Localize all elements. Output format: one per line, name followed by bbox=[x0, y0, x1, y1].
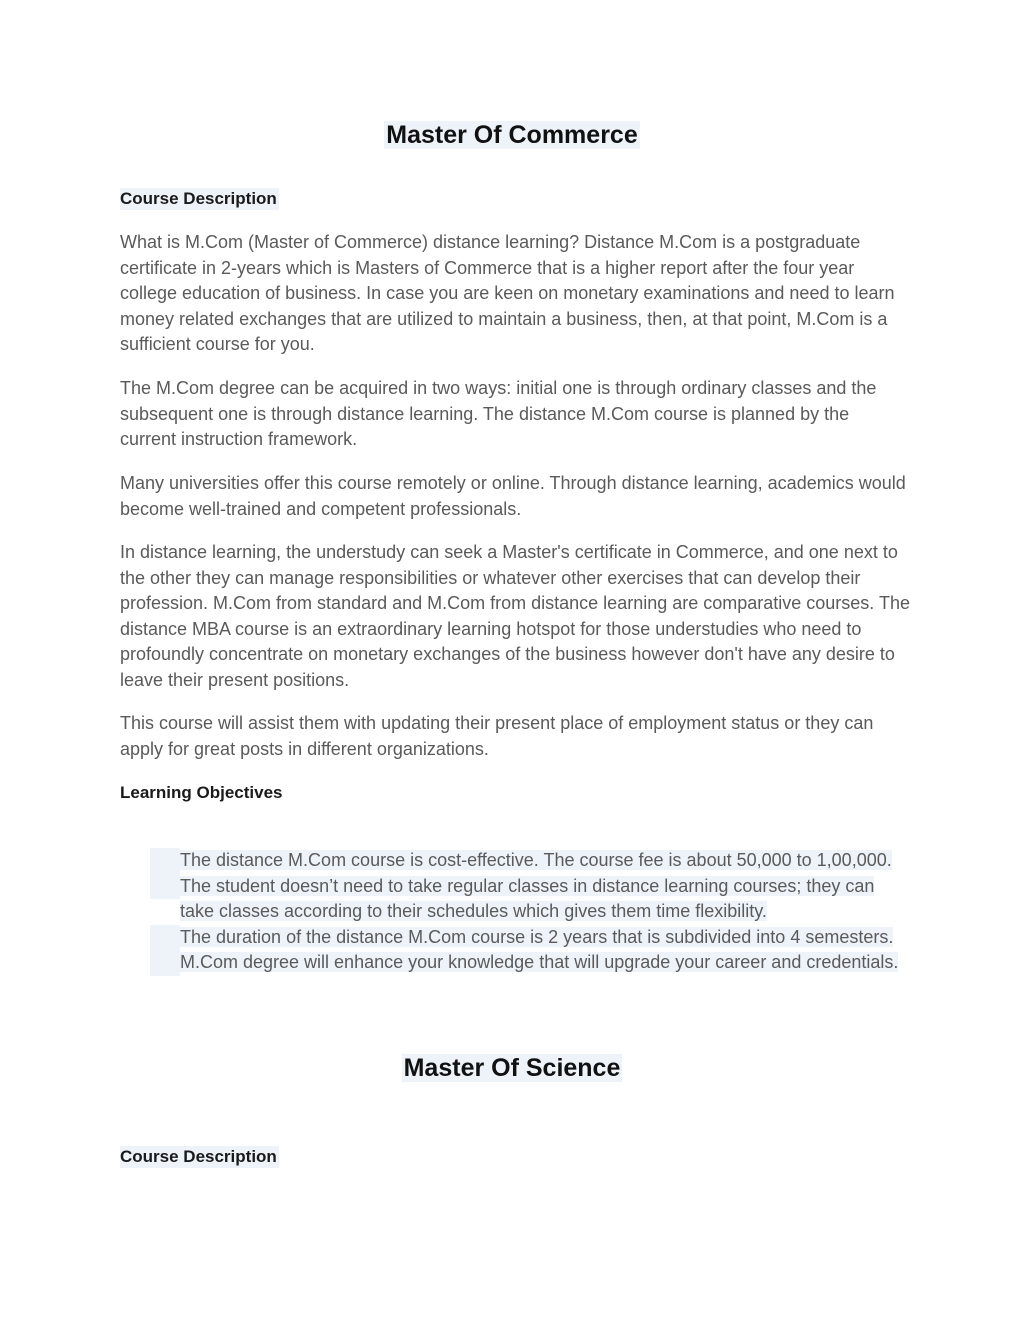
mcom-course-description-heading: Course Description bbox=[120, 189, 277, 208]
objective-text: The duration of the distance M.Com course is 2 years that is subdivided into 4 semesters. bbox=[180, 926, 894, 947]
mcom-title: Master Of Commerce bbox=[386, 121, 638, 149]
mcom-paragraph-4: In distance learning, the understudy can seek a Master's certificate in Commerce, and one next to the other they can manage responsibilities or whatever other exercises that can develop their profession. M.Com from standard and M.Com from distance learning are comparative courses. The distance MBA course is an extraordinary learning hotspot for those understudies who need to profoundly concentrate on monetary exchanges of the business however don't have any desire to leave their present positions. bbox=[120, 542, 911, 690]
mcom-learning-objectives-heading: Learning Objectives bbox=[120, 783, 283, 802]
objective-text: The distance M.Com course is cost-effective. The course fee is about 50,000 to 1,00,000. bbox=[180, 850, 892, 870]
list-item bbox=[150, 925, 910, 951]
msc-course-description-heading: Course Description bbox=[120, 1147, 277, 1166]
objective-text: The student doesn’t need to take regular classes in distance learning courses; they can take classes according to their schedules which gives them time flexibility. bbox=[180, 875, 875, 921]
page-title bbox=[0, 120, 1024, 150]
mcom-paragraph-5: This course will assist them with updating their present place of employment status or they can apply for great posts in different organizations. bbox=[120, 713, 874, 759]
mcom-paragraph-2: The M.Com degree can be acquired in two ways: initial one is through ordinary classes and the subsequent one is through distance learning. The distance M.Com course is planned by the current instruction framework. bbox=[120, 378, 877, 449]
bullet-marker bbox=[150, 950, 180, 976]
mcom-paragraph-3: Many universities offer this course remotely or online. Through distance learning, academics would become well-trained and competent professionals. bbox=[120, 473, 906, 519]
msc-title-row bbox=[0, 1053, 1024, 1083]
list-item bbox=[150, 950, 910, 976]
bullet-marker bbox=[150, 848, 180, 874]
objectives-list bbox=[150, 848, 910, 976]
list-item bbox=[150, 874, 910, 925]
mcom-paragraph-1: What is M.Com (Master of Commerce) distance learning? Distance M.Com is a postgraduate certificate in 2-years which is Masters of Commerce that is a higher report after the four year college education of business. In case you are keen on monetary examinations and need to learn money related exchanges that are utilized to maintain a business, then, at that point, M.Com is a sufficient course for you. bbox=[120, 232, 895, 354]
list-item bbox=[150, 848, 910, 874]
objective-text: M.Com degree will enhance your knowledge that will upgrade your career and credentials. bbox=[180, 952, 899, 972]
bullet-marker bbox=[150, 874, 180, 900]
msc-title: Master Of Science bbox=[403, 1054, 621, 1082]
bullet-marker bbox=[150, 925, 180, 951]
